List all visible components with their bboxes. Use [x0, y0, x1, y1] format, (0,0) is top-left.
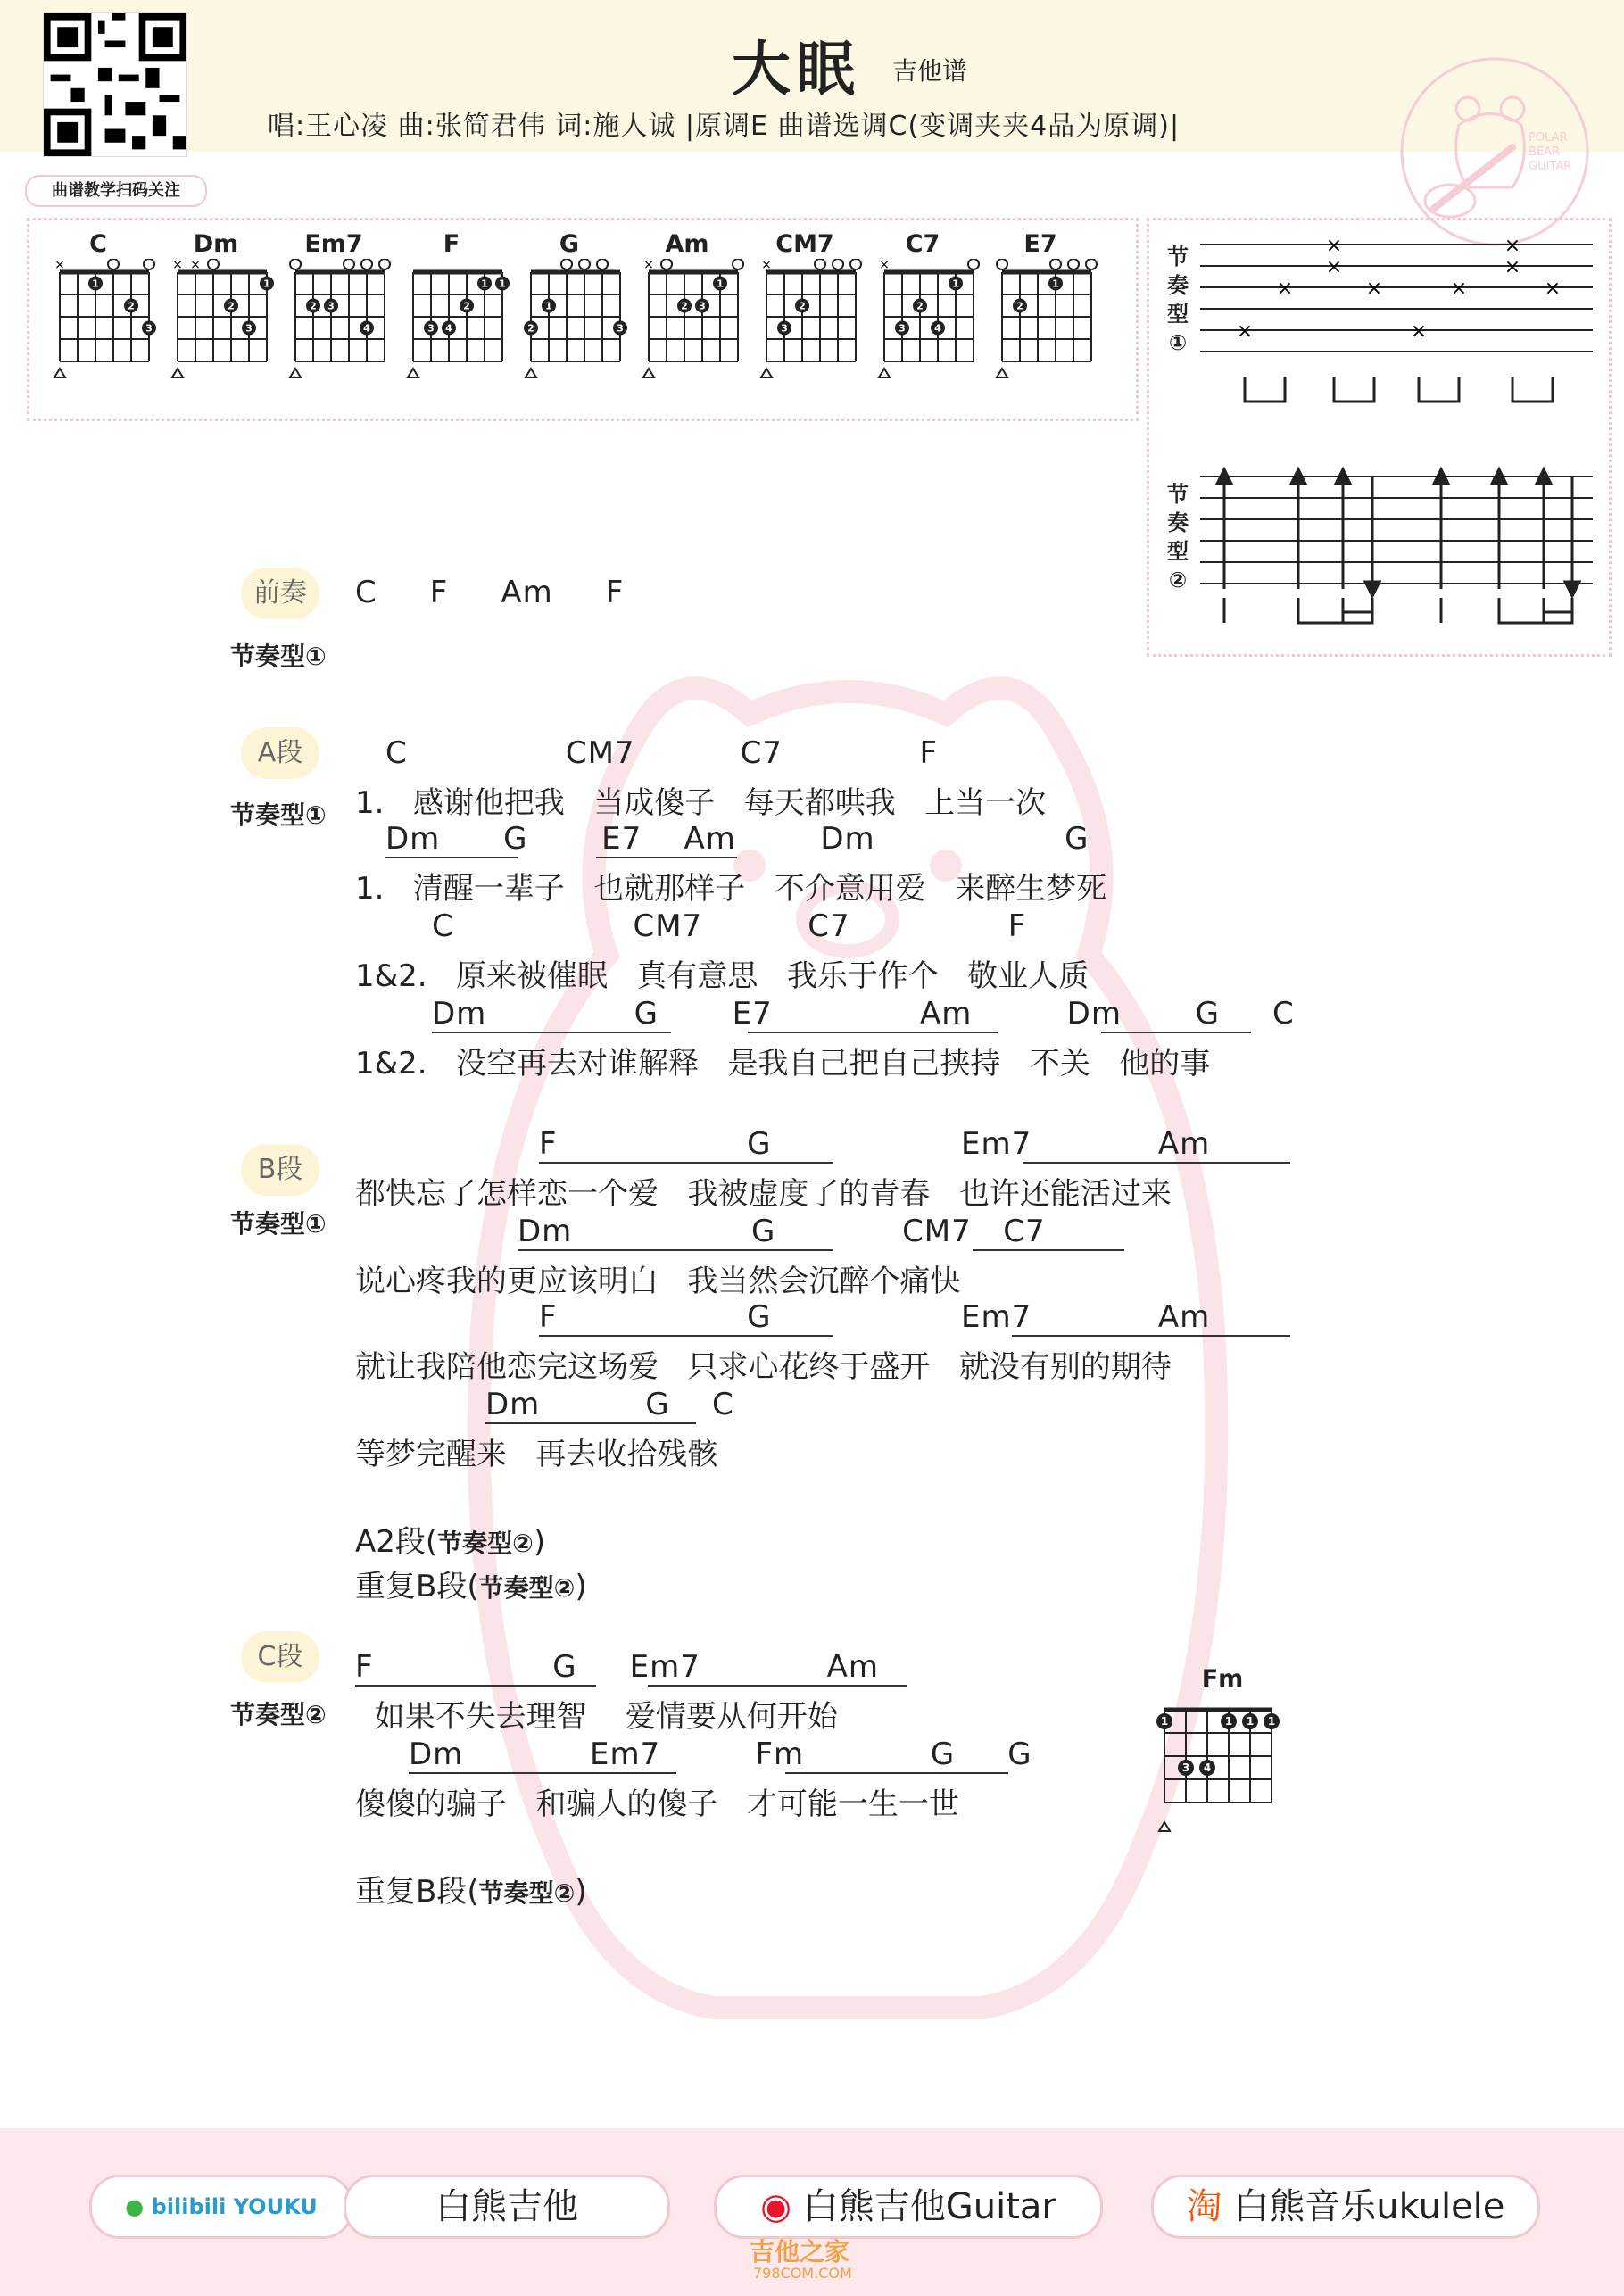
svg-text:GUITAR: GUITAR [1529, 160, 1572, 173]
b-line3-chords: F G Em7 Am [539, 1299, 1211, 1335]
weibo-icon: ◉ [760, 2186, 792, 2227]
qr-caption: 曲谱教学扫码关注 [25, 175, 207, 207]
svg-text:2: 2 [128, 300, 135, 312]
svg-text:1: 1 [481, 278, 488, 290]
svg-text:3: 3 [699, 300, 706, 312]
b-line4-lyric: 等梦完醒来 再去收拾残骸 [355, 1437, 718, 1472]
svg-text:1: 1 [263, 278, 270, 290]
a-line2-underline-2 [596, 857, 737, 858]
b-line2-underline-2 [973, 1249, 1124, 1251]
b-line1-underline-1 [539, 1162, 833, 1164]
chord-diagram-f-icon [402, 259, 518, 402]
a-line2-lyric: 1. 清醒一辈子 也就那样子 不介意用爱 来醉生梦死 [355, 871, 1107, 907]
footer-name-3[interactable]: 淘 白熊音乐ukulele [1151, 2175, 1540, 2239]
svg-text:2: 2 [1016, 300, 1023, 312]
chord-diagram-am-icon [638, 259, 754, 402]
a-line4-chords: Dm G E7 Am Dm G C [432, 996, 1295, 1032]
a-line3-chords: C CM7 C7 F [432, 908, 1027, 944]
svg-text:1: 1 [952, 278, 959, 290]
svg-text:×: × [1504, 256, 1521, 278]
a-line4-underline-2 [748, 1032, 998, 1033]
rhythm-1-tab-icon [1196, 232, 1597, 410]
b-line2-chords: Dm G CM7 C7 [518, 1214, 1046, 1249]
svg-text:1: 1 [92, 278, 99, 290]
svg-text:2: 2 [799, 300, 806, 312]
a2-note: A2段(节奏型②) [355, 1524, 546, 1560]
svg-text:×: × [190, 259, 201, 272]
chord-name-f: F [443, 230, 460, 258]
c-line1-underline-2 [648, 1685, 907, 1687]
a-line3-lyric: 1&2. 原来被催眠 真有意思 我乐于作个 敬业人质 [355, 958, 1090, 994]
chord-diagram-em7-icon [285, 259, 401, 402]
c-rhythm-label: 节奏型② [230, 1700, 327, 1729]
chord-diagram-cm7-icon [756, 259, 872, 402]
chord-name-am: Am [665, 230, 709, 258]
chord-name-cm7: CM7 [775, 230, 834, 258]
svg-text:1: 1 [717, 278, 724, 290]
chord-name-c7: C7 [905, 230, 940, 258]
svg-text:POLAR: POLAR [1529, 131, 1568, 145]
svg-text:1: 1 [499, 278, 506, 290]
svg-text:×: × [1410, 320, 1428, 343]
svg-text:3: 3 [145, 322, 153, 335]
c-line2-underline-2 [785, 1772, 1008, 1774]
fm-chord-diagram-icon [1151, 1695, 1285, 1838]
song-subtitle: 吉他谱 [892, 56, 968, 86]
b-line2-underline-1 [518, 1249, 833, 1251]
svg-text:4: 4 [445, 322, 452, 335]
svg-text:1: 1 [1160, 1715, 1169, 1728]
a-line2-underline-1 [385, 857, 518, 858]
a-line1-lyric: 1. 感谢他把我 当成傻子 每天都哄我 上当一次 [355, 785, 1047, 821]
svg-text:×: × [879, 259, 890, 272]
footer-name-2[interactable]: ◉ 白熊吉他Guitar [714, 2175, 1103, 2239]
svg-text:1: 1 [545, 300, 552, 312]
c-line1-underline-1 [355, 1685, 596, 1687]
a-line4-lyric: 1&2. 没空再去对谁解释 是我自己把自己挟持 不关 他的事 [355, 1046, 1211, 1082]
c-line2-underline-1 [409, 1772, 676, 1774]
song-title: 大眠 [732, 35, 860, 104]
svg-text:×: × [1365, 278, 1383, 300]
svg-text:2: 2 [310, 300, 317, 312]
c-line2-lyric: 傻傻的骗子 和骗人的傻子 才可能一生一世 [355, 1786, 959, 1822]
b-line4-chords: Dm G C [485, 1387, 734, 1422]
svg-text:×: × [54, 259, 65, 272]
b-line3-underline-2 [1012, 1335, 1290, 1337]
svg-text:3: 3 [1181, 1761, 1190, 1774]
b-line4-underline [485, 1422, 696, 1424]
svg-text:3: 3 [781, 322, 788, 335]
c-line2-chords: Dm Em7 Fm G G [409, 1737, 1032, 1772]
chord-name-g: G [559, 230, 580, 258]
repeat-b-note-1: 重复B段(节奏型②) [355, 1569, 587, 1604]
section-badge-c: C段 [241, 1631, 319, 1683]
b-rhythm-label: 节奏型① [230, 1209, 327, 1239]
qr-code[interactable] [43, 12, 187, 157]
chord-name-e7: E7 [1023, 230, 1057, 258]
qr-code-icon [44, 13, 186, 156]
svg-text:3: 3 [427, 322, 435, 335]
svg-text:2: 2 [228, 300, 235, 312]
svg-text:4: 4 [1203, 1761, 1212, 1774]
svg-text:1: 1 [1246, 1715, 1255, 1728]
a-rhythm-label: 节奏型① [230, 800, 327, 830]
rhythm-1-label: 节 奏 型 ① [1167, 245, 1189, 355]
a-line1-chords: C CM7 C7 F [385, 735, 939, 771]
svg-text:1: 1 [1267, 1715, 1276, 1728]
section-badge-intro: 前奏 [241, 568, 319, 619]
footer-name-1[interactable]: 白熊吉他 [344, 2175, 670, 2239]
chord-diagram-dm-icon [167, 259, 283, 402]
svg-text:×: × [1544, 278, 1562, 300]
c-line1-chords: F G Em7 Am [355, 1649, 879, 1685]
watermark-url: 798COM.COM [753, 2265, 852, 2282]
c-line1-lyric: 如果不失去理智 爱情要从何开始 [355, 1699, 838, 1735]
chord-name-fm: Fm [1201, 1665, 1244, 1693]
section-badge-a: A段 [241, 727, 319, 779]
chord-name-em7: Em7 [304, 230, 363, 258]
svg-text:2: 2 [681, 300, 688, 312]
svg-text:1: 1 [1224, 1715, 1233, 1728]
svg-text:×: × [1236, 320, 1254, 343]
b-line3-underline-1 [539, 1335, 833, 1337]
intro-chords: C F Am F [355, 575, 625, 610]
svg-text:×: × [1450, 278, 1468, 300]
b-line1-underline-2 [1023, 1162, 1290, 1164]
svg-text:×: × [643, 259, 654, 272]
b-line3-lyric: 就让我陪他恋完这场爱 只求心花终于盛开 就没有别的期待 [355, 1349, 1172, 1385]
chord-diagram-c-icon [49, 259, 165, 402]
svg-text:BEAR: BEAR [1529, 145, 1561, 159]
chord-diagram-c7-icon [874, 259, 990, 402]
b-line2-lyric: 说心疼我的更应该明白 我当然会沉醉个痛快 [355, 1264, 961, 1299]
chord-name-c: C [89, 230, 107, 258]
a-line4-underline-1 [432, 1032, 671, 1033]
chord-diagram-e7-icon [991, 259, 1107, 402]
svg-text:×: × [172, 259, 183, 272]
svg-text:×: × [1504, 235, 1521, 257]
svg-text:×: × [1325, 256, 1343, 278]
chord-name-dm: Dm [193, 230, 239, 258]
svg-text:×: × [761, 259, 772, 272]
svg-text:×: × [1276, 278, 1294, 300]
taobao-icon: 淘 [1186, 2186, 1222, 2227]
svg-text:4: 4 [934, 322, 941, 335]
chord-diagram-g-icon [520, 259, 636, 402]
platform-pill[interactable]: ● bilibili YOUKU [89, 2175, 353, 2239]
svg-text:3: 3 [617, 322, 624, 335]
svg-text:2: 2 [916, 300, 924, 312]
svg-text:1: 1 [1052, 278, 1059, 290]
svg-text:×: × [1325, 235, 1343, 257]
svg-text:3: 3 [899, 322, 906, 335]
svg-text:3: 3 [245, 322, 253, 335]
watermark-text: 吉他之家 [750, 2237, 850, 2267]
rhythm-2-strum-icon [1196, 464, 1597, 634]
section-badge-b: B段 [241, 1144, 319, 1196]
a-line2-chords: Dm G E7 Am Dm G [385, 821, 1090, 857]
b-line1-chords: F G Em7 Am [539, 1126, 1211, 1162]
repeat-b-note-2: 重复B段(节奏型②) [355, 1874, 587, 1910]
svg-text:2: 2 [527, 322, 534, 335]
svg-text:4: 4 [363, 322, 370, 335]
a-line4-underline-3 [1101, 1032, 1251, 1033]
wechat-icon: ● [125, 2194, 145, 2219]
intro-rhythm-label: 节奏型① [230, 642, 327, 671]
rhythm-2-label: 节 奏 型 ② [1167, 482, 1189, 593]
b-line1-lyric: 都快忘了怎样恋一个爱 我被虚度了的青春 也许还能活过来 [355, 1176, 1172, 1212]
song-meta: 唱:王心凌 曲:张简君伟 词:施人诚 |原调E 曲谱选调C(变调夹夹4品为原调)| [268, 111, 1181, 142]
svg-text:3: 3 [327, 300, 335, 312]
svg-text:2: 2 [463, 300, 470, 312]
